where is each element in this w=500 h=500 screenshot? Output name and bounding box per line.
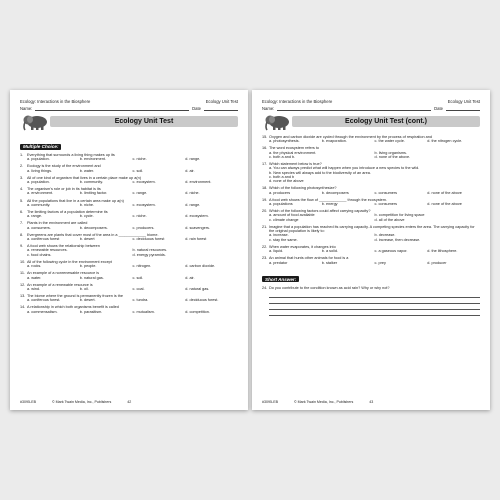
answer-choice[interactable]: a. water. [27,275,42,280]
answer-choice[interactable]: c. soil. [132,275,144,280]
date-label: Date [434,106,443,111]
question-number: 18. [262,186,268,191]
question-item [20,283,238,292]
answer-choice[interactable]: c. niche. [132,214,147,219]
answer-choices [262,151,480,160]
answer-choices [20,226,238,230]
question-text: Evergreens are plants that cover most of the area in a _____________ biome. [27,232,159,237]
answer-choice[interactable]: d. niche. [185,191,200,196]
date-label: Date [192,106,201,111]
footer-code: #3095-EB [262,400,278,404]
question-item [262,256,480,265]
answer-choice[interactable]: b. desert. [79,298,96,303]
answer-choices [20,310,238,314]
question-item [20,294,238,303]
answer-choice[interactable]: b. people. [79,264,97,269]
test-page-left [10,90,248,410]
answer-choice[interactable]: c. prey [374,260,386,265]
answer-choices [20,264,238,268]
answer-choice[interactable]: b. decomposers. [79,225,108,230]
title-banner [262,113,480,131]
answer-choice[interactable]: b. decrease. [374,233,396,238]
question-text: An animal that hunts other animals for food is a [269,256,349,261]
question-item [262,186,480,195]
footer-copyright: © Mark Twain Media, Inc., Publishers [51,400,112,404]
question-item [20,221,238,230]
question-number: 2. [20,164,24,169]
question-number: 22. [262,244,268,249]
answer-choice[interactable]: d. the lithosphere. [427,249,458,254]
question-text: A food web shows the flow of _____________ through the ecosystem. [269,197,387,202]
answer-choice[interactable]: d. none of the above [269,179,304,184]
question-number: 3. [20,175,24,180]
answer-choice[interactable]: d. air. [185,168,195,173]
elephant-icon [20,113,54,131]
question-text: An example of a renewable resource is [27,282,93,287]
answer-choices [20,287,238,291]
answer-choice[interactable]: a. consumers. [27,225,51,230]
answer-choice[interactable]: d. air. [185,275,195,280]
answer-choice[interactable]: c. coal. [132,286,145,291]
answer-choice[interactable]: d. energy pyramids. [132,252,166,257]
answer-choice[interactable]: d. natural gas. [185,286,210,291]
question-text: All the populations that live in a certain area make up a(n) [27,198,124,203]
question-text: A food web shows the relationship between [27,244,100,249]
question-item [20,153,238,162]
answer-choice[interactable]: b. decomposers [321,190,349,195]
answer-choice[interactable]: a. population. [27,180,50,185]
answer-choices [20,157,238,161]
answer-choice[interactable]: d. increase, then decrease. [374,237,421,242]
answer-choices [20,214,238,218]
answer-choice[interactable]: c. tundra. [132,298,149,303]
answer-choice[interactable]: a. commensalism. [27,309,58,314]
answer-choice[interactable]: b. oil. [79,286,89,291]
title-banner [20,113,238,131]
date-blank [204,106,238,111]
question-item [20,176,238,185]
question-number: 13. [20,293,26,298]
question-number: 17. [262,162,268,167]
answer-choice[interactable]: b. natural resources. [132,248,168,253]
question-number: 11. [20,271,25,276]
answer-choice[interactable]: c. soil. [132,168,144,173]
question-number: 16. [262,146,268,151]
answer-choices [20,298,238,302]
question-item [20,233,238,242]
question-text: All of one kind of organism that lives in a certain place make up a(n) [27,175,141,180]
answer-choice[interactable]: d. producer [427,260,447,265]
question-number: 20. [262,209,268,214]
answer-choice[interactable]: c. consumers [374,190,398,195]
answer-choice[interactable]: c. ecosystem. [132,180,156,185]
question-item [262,225,480,242]
running-title: Ecology: Interactions in the Biosphere [20,99,91,104]
answer-choice[interactable]: d. ecosystem. [185,214,209,219]
question-number: 10. [20,259,26,264]
answer-choice[interactable]: b. community. [79,180,104,185]
question-item [20,164,238,173]
answer-choice[interactable]: c. both a and b [269,174,295,179]
answer-choice[interactable]: d. none of the above [427,202,462,207]
answer-choice[interactable]: a. producers [269,190,291,195]
answer-choice[interactable]: a. the physical environment. [269,150,317,155]
answer-choice[interactable]: c. nitrogen. [132,264,152,269]
question-number: 15. [262,135,268,139]
footer-copyright: © Mark Twain Media, Inc., Publishers [293,400,354,404]
answer-choice[interactable]: b. energy [321,202,338,207]
answer-choices [262,249,480,253]
test-page-right [252,90,490,410]
answer-choice[interactable]: d. all of the above [374,217,405,222]
answer-choice[interactable]: b. limiting factor. [79,191,108,196]
question-item [262,209,480,222]
answer-choice[interactable]: a. increase. [269,233,289,238]
answer-choice[interactable]: a. predator [269,260,288,265]
question-number: 9. [20,244,24,249]
answer-choice[interactable]: d. environment. [185,180,212,185]
answer-choices [20,237,238,241]
answer-choice[interactable]: a. amount of food available [269,213,315,218]
answer-choice[interactable]: b. cycle. [79,214,94,219]
footer-code: #3095-EB [20,400,36,404]
question-number: 1. [20,153,24,157]
answer-choice[interactable]: b. natural gas. [79,275,104,280]
question-text: All of the following cycle in the environment except [27,259,112,264]
running-header [262,99,480,104]
answer-choices [20,169,238,173]
answer-choice[interactable]: b. desert [79,237,95,242]
question-text: Do you contribute to the condition known as acid rain? Why or why not? [269,285,390,290]
question-number: 8. [20,232,24,237]
name-date-line [262,106,480,111]
section-heading: Multiple Choice: [20,144,61,150]
answer-choice[interactable]: a. coniferous forest [27,237,60,242]
answer-choice[interactable]: d. competition. [185,309,210,314]
running-header [20,99,238,104]
question-text: The organism's role or job in its habitat is its [27,187,101,192]
answer-choice[interactable]: d. rain forest [185,237,207,242]
elephant-icon [262,113,296,131]
question-item [20,210,238,219]
question-text: Which of the following photosynthesize? [269,186,337,191]
answer-choice[interactable]: c. a gaseous vapor. [374,249,408,254]
answer-choice[interactable]: c. producers. [132,225,155,230]
answer-choice[interactable]: d. none of the above. [374,154,411,159]
answer-choice[interactable]: d. the nitrogen cycle. [427,139,463,144]
answer-choice[interactable]: a. living things. [27,168,53,173]
answer-choice[interactable]: b. a solid. [321,249,339,254]
answer-choice[interactable]: a. populations [269,202,293,207]
question-text: Everything that surrounds a living thing makes up its [27,153,115,157]
answer-choices [262,139,480,143]
answer-choices [262,261,480,265]
banner-title: Ecology Unit Test (cont.) [292,116,480,127]
answer-choice[interactable]: d. range. [185,202,201,207]
question-number: 4. [20,187,24,192]
answer-choice[interactable]: c. consumers [374,202,398,207]
answer-choices [262,166,480,183]
question-text: Oxygen and carbon dioxide are cycled through the environment by the process of respiration and [269,135,432,139]
answer-choice[interactable]: b. niche. [79,202,95,207]
answer-choice[interactable]: d. deciduous forest. [185,298,219,303]
question-item [20,271,238,280]
answer-choices [262,233,480,242]
question-item [262,162,480,183]
answer-lines[interactable] [262,292,480,316]
question-item [20,244,238,257]
question-item [262,198,480,207]
question-number: 7. [20,221,24,226]
question-list [20,153,238,314]
answer-choice[interactable]: c. ecosystem. [132,202,156,207]
question-number: 6. [20,209,24,214]
answer-choice[interactable]: b. stalker [321,260,338,265]
question-item [262,135,480,144]
answer-choice[interactable]: b. parasitism. [79,309,103,314]
answer-choices [20,203,238,207]
name-label: Name: [262,106,275,111]
answer-choice[interactable]: a. renewable resources. [27,248,68,253]
section-heading: Short Answer: [262,276,299,282]
question-item [262,245,480,254]
answer-choice[interactable]: c. deciduous forest [132,237,165,242]
question-text: Imagine that a population has reached its carrying capacity. A competing species enters the area. The carrying capacity for the original population is likely to: [269,224,475,234]
question-item [20,199,238,208]
answer-choice[interactable]: a. You can always predict what will happen when you introduce a new species to the wild. [269,166,420,171]
page-footer [262,400,480,404]
question-text: Plants in the environment are called [27,221,88,226]
running-test-name: Ecology Unit Test [205,99,238,104]
question-item [20,260,238,269]
answer-choices [20,180,238,184]
question-area [20,135,238,317]
name-blank [35,106,189,111]
question-number: 23. [262,256,268,261]
question-number: 5. [20,198,24,203]
answer-choices [20,248,238,257]
question-text: The biome where the ground is permanently frozen is the [27,293,124,298]
answer-choice[interactable]: c. food chains. [27,252,52,257]
answer-choice[interactable]: c. climate change [269,217,299,222]
name-date-line [20,106,238,111]
question-text: When water evaporates, it changes into [269,244,336,249]
answer-choice[interactable]: d. range. [185,157,201,162]
question-text: The word ecosystem refers to [269,146,320,151]
question-text: An example of a nonrenewable resource is [27,271,99,276]
question-number: 14. [20,305,26,310]
answer-choice[interactable]: a. range. [27,214,42,219]
question-number: 19. [262,197,268,202]
running-title: Ecology: Interactions in the Biosphere [262,99,333,104]
answer-choice[interactable]: c. the water cycle. [374,139,405,144]
question-area [262,135,480,319]
answer-choice[interactable]: a. wind. [27,286,41,291]
answer-choice[interactable]: a. community. [27,202,51,207]
answer-choice[interactable]: d. none of the above [427,190,462,195]
question-number: 21. [262,224,268,229]
answer-choices [20,276,238,280]
answer-choice[interactable]: a. rocks. [27,264,42,269]
answer-choice[interactable]: b. evaporation. [321,139,347,144]
answer-choices [262,191,480,195]
page-number: 42 [127,400,132,404]
answer-choice[interactable]: a. photosynthesis. [269,139,300,144]
answer-choice[interactable]: b. environment. [79,157,106,162]
answer-choice[interactable]: d. carbon dioxide. [185,264,216,269]
answer-choice[interactable]: c. mutualism. [132,309,155,314]
question-text: Which of the following factors could affect carrying capacity? [269,209,371,214]
question-list [262,135,480,265]
answer-choice[interactable]: a. coniferous forest. [27,298,61,303]
running-test-name: Ecology Unit Test [447,99,480,104]
name-blank [277,106,431,111]
answer-line[interactable] [269,310,480,316]
question-number: 24. [262,285,268,290]
answer-choices [262,202,480,206]
answer-choice[interactable]: b. living organisms. [374,150,407,155]
question-text: A relationship in which both organisms benefit is called [27,305,119,310]
question-text: The limiting factors of a population determine its [27,209,108,214]
banner-title: Ecology Unit Test [50,116,238,127]
question-text: Which statement below is true? [269,162,322,167]
page-footer [20,400,238,404]
answer-choice[interactable]: b. water. [79,168,95,173]
answer-choice[interactable]: a. liquid. [269,249,284,254]
answer-choice[interactable]: c. range. [132,191,148,196]
question-text: Ecology is the study of the environment and [27,164,101,169]
answer-choice[interactable]: b. competition for living space [374,213,425,218]
question-number: 12. [20,282,26,287]
answer-choice[interactable]: d. scavengers. [185,225,210,230]
answer-choice[interactable]: b. New species will always add to the biodiversity of an area. [269,170,371,175]
name-label: Name: [20,106,33,111]
question-item [20,305,238,314]
answer-choices [20,191,238,195]
short-answer-question [262,286,480,316]
answer-choices [262,213,480,222]
answer-choice[interactable]: a. environment. [27,191,54,196]
answer-choice[interactable]: c. niche. [132,157,147,162]
question-item [262,146,480,159]
answer-choice[interactable]: a. population. [27,157,50,162]
answer-choice[interactable]: c. stay the same. [269,237,298,242]
page-number: 43 [369,400,374,404]
question-item [20,187,238,196]
date-blank [446,106,480,111]
answer-choice[interactable]: c. both a and b. [269,154,296,159]
